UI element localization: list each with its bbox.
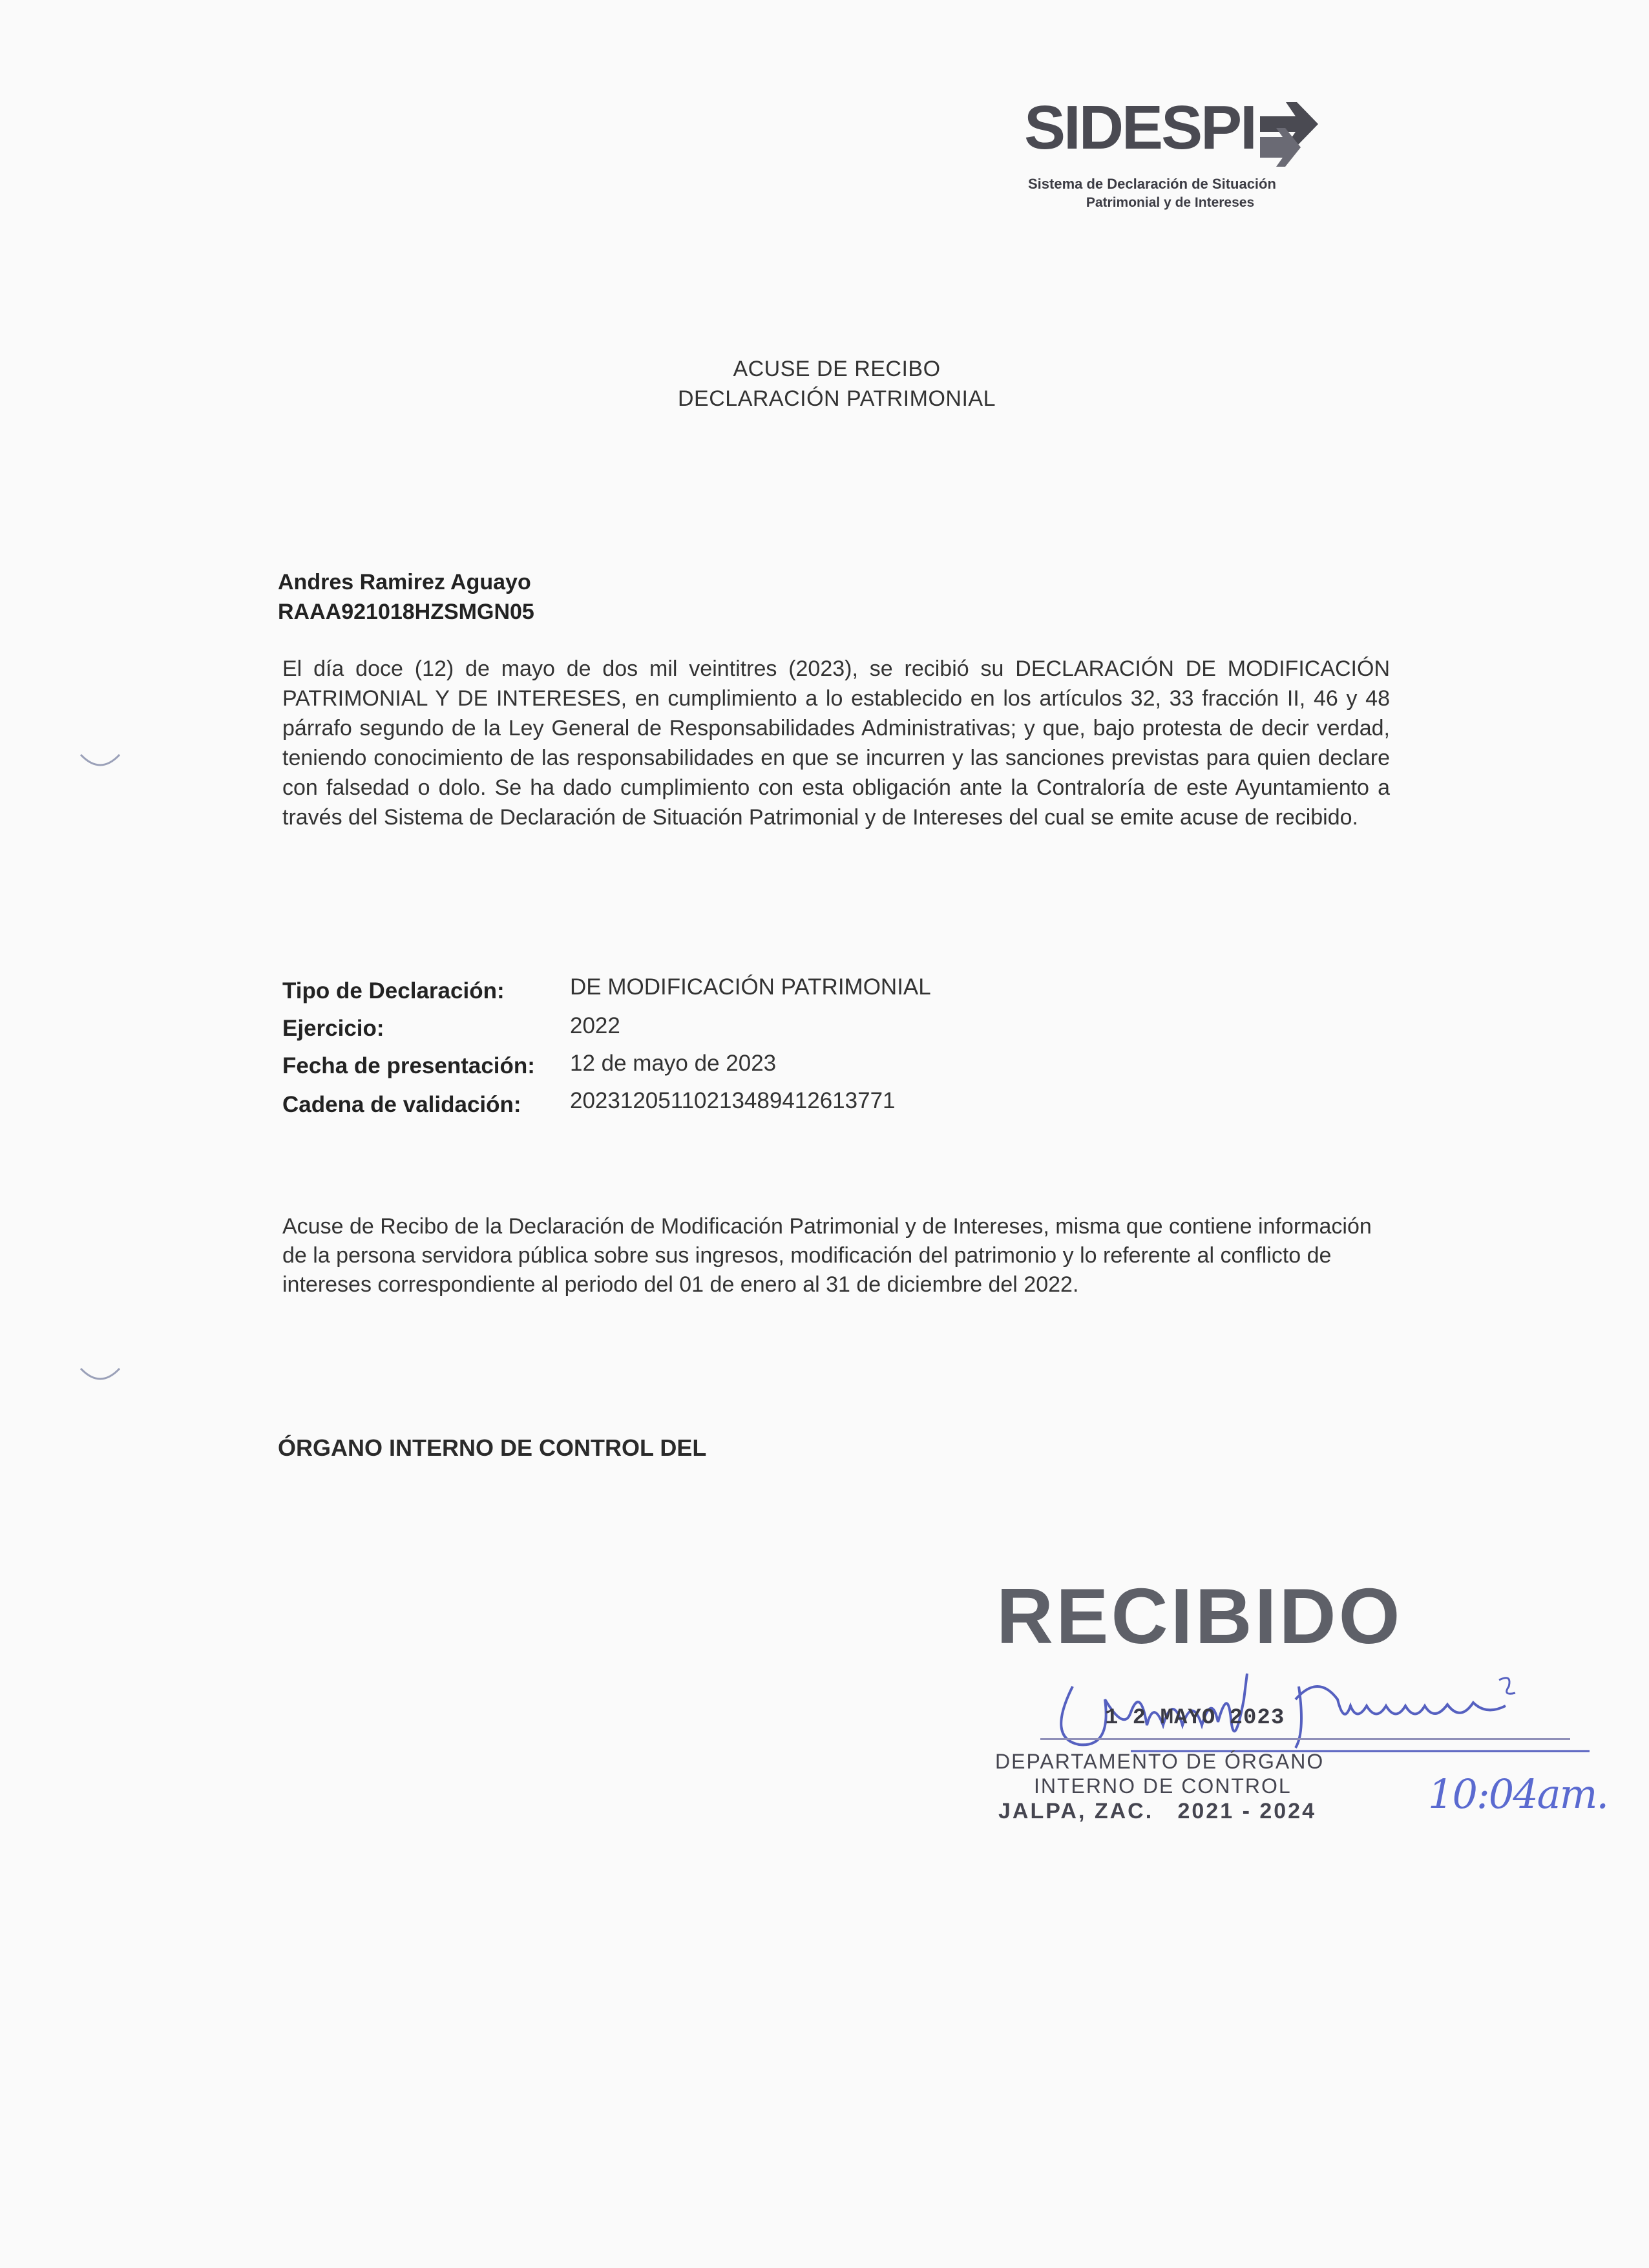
field-value-cadena: 20231205110213489412613771 bbox=[570, 1088, 896, 1113]
logo-subtitle-line2: Patrimonial y de Intereses bbox=[1086, 195, 1255, 210]
field-label-cadena: Cadena de validación: bbox=[282, 1092, 521, 1117]
declarant-id: RAAA921018HZSMGN05 bbox=[278, 600, 534, 624]
stamp-department-line3: JALPA, ZAC. 2021 - 2024 bbox=[998, 1799, 1316, 1823]
hole-punch-mark bbox=[78, 750, 123, 775]
document-title-line2: DECLARACIÓN PATRIMONIAL bbox=[678, 386, 996, 411]
sidespi-logo bbox=[1024, 93, 1328, 220]
organo-heading: ÓRGANO INTERNO DE CONTROL DEL bbox=[278, 1434, 707, 1461]
double-arrow-icon bbox=[1257, 97, 1321, 168]
field-value-fecha: 12 de mayo de 2023 bbox=[570, 1051, 777, 1076]
field-label-fecha: Fecha de presentación: bbox=[282, 1053, 535, 1078]
stamp-divider bbox=[1040, 1738, 1570, 1740]
stamp-date: 1 2 MAYO 2023 bbox=[1105, 1706, 1285, 1730]
declarant-name: Andres Ramirez Aguayo bbox=[278, 570, 531, 594]
field-value-tipo: DE MODIFICACIÓN PATRIMONIAL bbox=[570, 974, 931, 1000]
field-label-ejercicio: Ejercicio: bbox=[282, 1016, 384, 1041]
stamp-department-line1: DEPARTAMENTO DE ÓRGANO bbox=[995, 1750, 1325, 1773]
logo-wordmark: SIDESPI bbox=[1024, 93, 1255, 162]
note-paragraph: Acuse de Recibo de la Declaración de Modificación Patrimonial y de Intereses, misma que contiene información de la persona servidora pública sobre sus ingresos, modificación del patrimonio y lo referente al conflicto de intereses correspondiente al periodo del 01 de enero al 31 de diciembre del 2022. bbox=[282, 1214, 1372, 1297]
field-label-tipo: Tipo de Declaración: bbox=[282, 978, 505, 1003]
field-value-ejercicio: 2022 bbox=[570, 1013, 620, 1038]
stamp-department-line2: INTERNO DE CONTROL bbox=[1034, 1774, 1292, 1798]
body-paragraph: El día doce (12) de mayo de dos mil veintitres (2023), se recibió su DECLARACIÓN DE MODIFICACIÓN PATRIMONIAL Y DE INTERESES, en cumplimiento a lo establecido en los artículos 32, 33 fracción II, 46 y 48 párrafo segundo de la Ley General de Responsabilidades Administrativas; y que, bajo protesta de decir verdad, teniendo conocimiento de las responsabilidades en que se incurren y las sanciones previstas para quien declare con falsedad o dolo. Se ha dado cumplimiento con esta obligación ante la Contraloría de este Ayuntamiento a través del Sistema de Declaración de Situación Patrimonial y de Intereses del cual se emite acuse de recibido. bbox=[282, 656, 1390, 830]
handwritten-time: 10:04am. bbox=[1428, 1770, 1608, 1818]
logo-subtitle-line1: Sistema de Declaración de Situación bbox=[1028, 176, 1276, 192]
stamp-title: RECIBIDO bbox=[996, 1572, 1403, 1660]
document-title-line1: ACUSE DE RECIBO bbox=[733, 357, 941, 381]
hole-punch-mark bbox=[78, 1363, 123, 1389]
